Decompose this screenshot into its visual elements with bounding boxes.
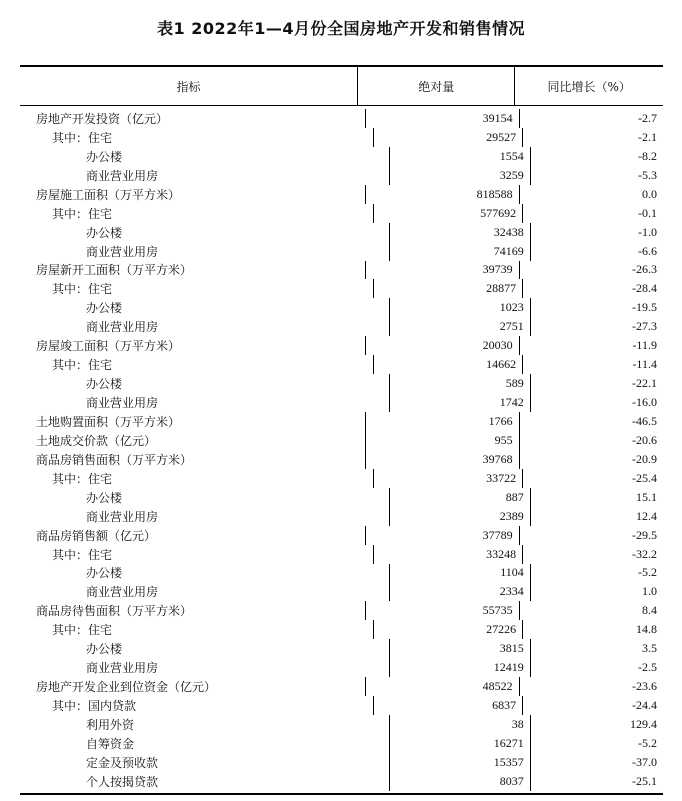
table-row [20,677,663,696]
table-body [20,106,663,793]
table-row [20,109,663,128]
row-absolute-value: 33248 [373,545,522,564]
row-growth-value: -32.2 [522,545,663,564]
row-label: 利用外资 [86,717,135,732]
row-absolute-value: 33722 [373,469,522,488]
header-indicator: 指标 [176,79,201,94]
table-row [20,185,663,204]
table-row [20,564,663,583]
row-growth-value: -20.6 [519,431,663,450]
row-absolute-value: 39768 [365,450,518,469]
row-absolute-value: 818588 [365,185,518,204]
row-absolute-value: 29527 [373,128,522,147]
row-growth-value: -20.9 [519,450,663,469]
row-absolute-value: 1023 [389,298,530,317]
table-row [20,753,663,772]
row-label: 商品房销售额（亿元） [36,528,157,543]
header-growth: 同比增长（%） [514,67,663,105]
table-row [20,317,663,336]
table-row [20,393,663,412]
row-label: 商业营业用房 [86,509,159,524]
table-row [20,488,663,507]
row-growth-value: 12.4 [530,507,663,526]
row-growth-value: -28.4 [522,279,663,298]
row-label: 房地产开发企业到位资金（亿元） [36,680,217,695]
data-table [20,65,663,795]
row-absolute-value: 14662 [373,355,522,374]
table-row [20,128,663,147]
row-absolute-value: 32438 [389,223,530,242]
row-label: 商品房待售面积（万平方米） [36,604,193,619]
table-row [20,242,663,261]
row-absolute-value: 55735 [365,601,518,620]
row-label: 房地产开发投资（亿元） [36,111,169,126]
table-row [20,261,663,280]
table-row [20,601,663,620]
row-growth-value: -22.1 [530,374,663,393]
table-row [20,166,663,185]
row-absolute-value: 74169 [389,242,530,261]
row-label: 其中：住宅 [52,282,113,297]
row-absolute-value: 3815 [389,639,530,658]
row-absolute-value: 887 [389,488,530,507]
row-absolute-value: 589 [389,374,530,393]
table-row [20,355,663,374]
table-row [20,734,663,753]
row-growth-value: -5.2 [530,734,663,753]
row-growth-value: -27.3 [530,317,663,336]
table-row [20,696,663,715]
row-label: 其中：住宅 [52,623,113,638]
row-label: 土地成交价款（亿元） [36,433,157,448]
row-label: 商品房销售面积（万平方米） [36,452,193,467]
row-absolute-value: 16271 [389,734,530,753]
table-row [20,223,663,242]
row-growth-value: -8.2 [530,147,663,166]
row-growth-value: -25.4 [522,469,663,488]
row-absolute-value: 39154 [365,109,518,128]
row-label: 商业营业用房 [86,168,159,183]
row-growth-value: 8.4 [519,601,663,620]
row-growth-value: -6.6 [530,242,663,261]
row-label: 自筹资金 [86,736,135,751]
row-absolute-value: 37789 [365,526,518,545]
row-absolute-value: 12419 [389,658,530,677]
row-label: 其中：住宅 [52,358,113,373]
row-label: 其中：住宅 [52,471,113,486]
row-growth-value: 1.0 [530,582,663,601]
row-growth-value: -2.5 [530,658,663,677]
row-label: 其中：国内贷款 [52,699,137,714]
table-title: 表1 2022年1—4月份全国房地产开发和销售情况 [156,19,525,38]
row-label: 办公楼 [86,377,123,392]
row-label: 其中：住宅 [52,130,113,145]
row-growth-value: -26.3 [519,261,663,280]
row-growth-value: -25.1 [530,772,663,791]
table-row [20,431,663,450]
row-label: 办公楼 [86,490,123,505]
row-growth-value: -24.4 [522,696,663,715]
table-row [20,639,663,658]
row-absolute-value: 1766 [365,412,518,431]
row-label: 办公楼 [86,301,123,316]
row-absolute-value: 28877 [373,279,522,298]
row-growth-value: 15.1 [530,488,663,507]
row-absolute-value: 6837 [373,696,522,715]
row-growth-value: -11.4 [522,355,663,374]
row-label: 房屋新开工面积（万平方米） [36,263,193,278]
row-growth-value: -5.3 [530,166,663,185]
row-label: 商业营业用房 [86,396,159,411]
row-absolute-value: 27226 [373,620,522,639]
row-label: 房屋施工面积（万平方米） [36,187,181,202]
table-row [20,336,663,355]
table-row [20,620,663,639]
row-absolute-value: 3259 [389,166,530,185]
row-label: 商业营业用房 [86,244,159,259]
row-growth-value: 0.0 [519,185,663,204]
row-label: 办公楼 [86,225,123,240]
table-row [20,772,663,791]
row-growth-value: -2.7 [519,109,663,128]
table-row [20,450,663,469]
table-row [20,279,663,298]
row-label: 土地购置面积（万平方米） [36,414,181,429]
table-row [20,545,663,564]
row-absolute-value: 1104 [389,564,530,583]
table-row [20,469,663,488]
row-absolute-value: 8037 [389,772,530,791]
row-label: 个人按揭贷款 [86,774,159,789]
table-row [20,147,663,166]
table-row [20,658,663,677]
row-absolute-value: 955 [365,431,518,450]
row-label: 商业营业用房 [86,661,159,676]
row-label: 定金及预收款 [86,755,159,770]
row-absolute-value: 15357 [389,753,530,772]
row-growth-value: -29.5 [519,526,663,545]
row-growth-value: -19.5 [530,298,663,317]
table-header [20,67,663,106]
table-row [20,374,663,393]
row-growth-value: -5.2 [530,564,663,583]
row-growth-value: -2.1 [522,128,663,147]
row-absolute-value: 1554 [389,147,530,166]
row-absolute-value: 48522 [365,677,518,696]
row-absolute-value: 38 [389,715,530,734]
row-label: 商业营业用房 [86,320,159,335]
row-absolute-value: 2389 [389,507,530,526]
row-absolute-value: 39739 [365,261,518,280]
row-absolute-value: 577692 [373,204,522,223]
table-row [20,204,663,223]
row-absolute-value: 1742 [389,393,530,412]
row-growth-value: 3.5 [530,639,663,658]
row-growth-value: -16.0 [530,393,663,412]
row-growth-value: -1.0 [530,223,663,242]
table-row [20,715,663,734]
row-growth-value: -11.9 [519,336,663,355]
row-growth-value: 14.8 [522,620,663,639]
row-absolute-value: 2334 [389,582,530,601]
table-row [20,526,663,545]
row-label: 商业营业用房 [86,585,159,600]
row-growth-value: -23.6 [519,677,663,696]
row-growth-value: -37.0 [530,753,663,772]
row-label: 其中：住宅 [52,547,113,562]
row-label: 办公楼 [86,566,123,581]
table-row [20,582,663,601]
row-absolute-value: 2751 [389,317,530,336]
row-growth-value: 129.4 [530,715,663,734]
row-growth-value: -46.5 [519,412,663,431]
table-row [20,298,663,317]
header-absolute: 绝对量 [357,67,515,105]
row-label: 办公楼 [86,149,123,164]
row-label: 办公楼 [86,642,123,657]
row-label: 房屋竣工面积（万平方米） [36,339,181,354]
table-row [20,412,663,431]
row-absolute-value: 20030 [365,336,518,355]
row-label: 其中：住宅 [52,206,113,221]
row-growth-value: -0.1 [522,204,663,223]
table-row [20,507,663,526]
